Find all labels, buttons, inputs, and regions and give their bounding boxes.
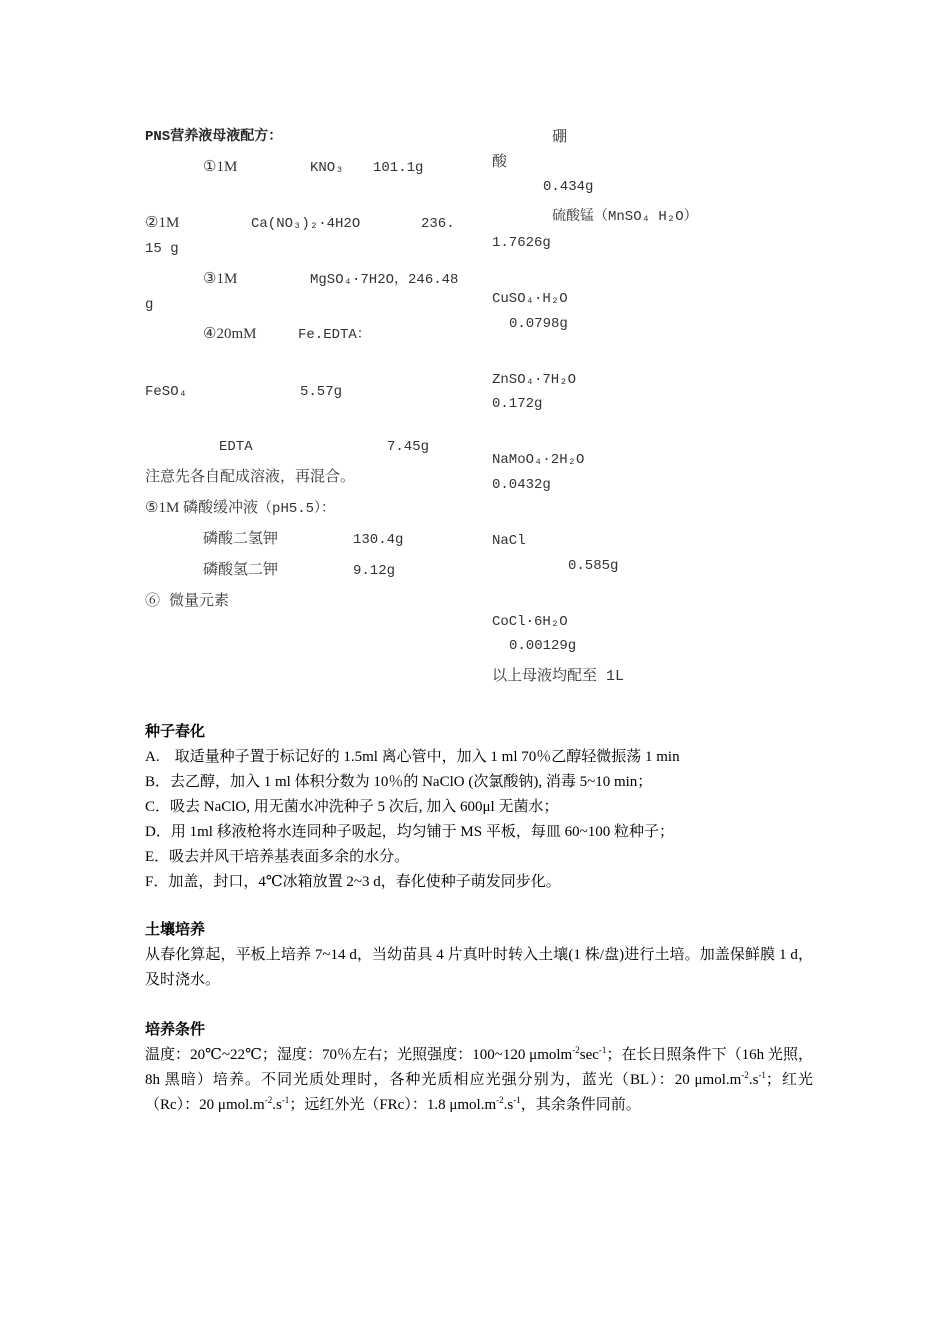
recipe-5b-amount: 9.12g bbox=[353, 563, 396, 579]
cu-sulfate-label: CuSO₄·H₂O bbox=[492, 291, 568, 307]
volume-note: 以上母液均配至 1L bbox=[492, 668, 625, 685]
recipe-3-chemical: MgSO₄·7H2O，246.48 bbox=[310, 272, 459, 288]
nacl-label: NaCl bbox=[492, 533, 526, 549]
recipe-1-chemical: KNO₃ bbox=[310, 160, 344, 176]
cobalt-amount: 0.00129g bbox=[509, 638, 577, 654]
recipe-2-chemical: Ca(NO₃)₂·4H2O bbox=[251, 216, 361, 232]
recipe-3-number: ③1M bbox=[203, 271, 238, 287]
recipe-5a-amount: 130.4g bbox=[353, 532, 404, 548]
recipe-5 bbox=[145, 501, 335, 516]
recipe-1-amount: 101.1g bbox=[373, 160, 424, 176]
seed-step-f: F．加盖，封口，4℃冰箱放置 2~3 d，春化使种子萌发同步化。 bbox=[145, 874, 561, 890]
soil-section bbox=[145, 918, 813, 993]
zn-sulfate-amount: 0.172g bbox=[492, 396, 543, 412]
seed-step-b: B．去乙醇，加入 1 ml 体积分数为 10％的 NaClO (次氯酸钠), 消毒 5~10 min； bbox=[145, 774, 653, 790]
recipe-4a-chemical: FeSO₄ bbox=[145, 384, 188, 400]
seed-section bbox=[145, 720, 813, 895]
culture-section bbox=[145, 1018, 813, 1118]
recipe-2-amount: 236. bbox=[421, 216, 455, 232]
nacl-amount: 0.585g bbox=[568, 558, 619, 574]
recipe-5b-chemical: 磷酸氢二钾 bbox=[203, 562, 279, 579]
boric-acid-label-2: 酸 bbox=[492, 154, 508, 171]
recipe-4b-chemical: EDTA bbox=[219, 439, 253, 455]
cu-sulfate-amount: 0.0798g bbox=[509, 316, 568, 332]
recipe-6-title: ⑥ 微量元素 bbox=[145, 593, 230, 610]
recipe-3-amount-cont: g bbox=[145, 297, 154, 313]
cobalt-label: CoCl·6H₂O bbox=[492, 614, 568, 630]
recipe-5-ph: （pH5.5）： bbox=[258, 501, 336, 517]
seed-step-c: C．吸去 NaClO, 用无菌水冲洗种子 5 次后, 加入 600μl 无菌水； bbox=[145, 799, 559, 815]
pns-title: PNS营养液母液配方： bbox=[145, 129, 283, 145]
recipe-5-title: ⑤1M 磷酸缓冲液 bbox=[145, 500, 259, 516]
seed-step-e: E．吸去并风干培养基表面多余的水分。 bbox=[145, 849, 410, 865]
recipe-1-number: ①1M bbox=[203, 159, 238, 175]
recipe-2-amount-cont: 15 g bbox=[145, 241, 179, 257]
recipe-2-number: ②1M bbox=[145, 215, 180, 231]
culture-section-text: 温度：20℃~22℃；湿度：70％左右；光照强度：100~120 $\mu molm^{-2}\sec^{-1}$；在长日照条件下（16h 光照，8h 黑暗）培养。不同光质处理时，各种光质相应光强分别为，蓝光（BL）：20 $\mu mol.m^{-2}.s^{-1}$；红光（Rc）：20 $\mu mol.m^{-2}.s^{-1}$；远红外光（FRc）：1.8 $\mu mol.m^{-2}.s^{-1}$，其余条件同前。 bbox=[145, 1045, 813, 1113]
seed-step-a: A. 取适量种子置于标记好的 1.5ml 离心管中，加入 1 ml 70％乙醇轻微振荡 1 min bbox=[145, 749, 680, 765]
recipe-4-number: ④20mM bbox=[203, 326, 257, 342]
recipe-4b-amount: 7.45g bbox=[387, 439, 430, 455]
recipe-5a-chemical: 磷酸二氢钾 bbox=[203, 531, 279, 548]
molybdate-label: NaMoO₄·2H₂O bbox=[492, 452, 585, 468]
mixing-note: 注意先各自配成溶液，再混合。 bbox=[145, 469, 356, 486]
culture-section-title: 培养条件 bbox=[145, 1022, 206, 1038]
zn-sulfate-label: ZnSO₄·7H₂O bbox=[492, 372, 577, 388]
mn-sulfate-amount: 1.7626g bbox=[492, 235, 551, 251]
seed-section-title: 种子春化 bbox=[145, 724, 206, 740]
seed-step-d: D．用 1ml 移液枪将水连同种子吸起，均匀铺于 MS 平板，每皿 60~100 粒种子； bbox=[145, 824, 674, 840]
recipe-4a-amount: 5.57g bbox=[300, 384, 343, 400]
soil-section-title: 土壤培养 bbox=[145, 922, 206, 938]
soil-section-text: 从春化算起，平板上培养 7~14 d，当幼苗具 4 片真叶时转入土壤(1 株/盘)进行土培。加盖保鲜膜 1 d，及时浇水。 bbox=[145, 947, 813, 988]
recipe-4-chemical: Fe.EDTA： bbox=[298, 327, 371, 343]
boric-acid-label-1: 硼 bbox=[552, 129, 568, 146]
molybdate-amount: 0.0432g bbox=[492, 477, 551, 493]
boric-acid-amount: 0.434g bbox=[543, 179, 594, 195]
mn-sulfate-label: 硫酸锰（MnSO₄ H₂O） bbox=[552, 209, 698, 225]
